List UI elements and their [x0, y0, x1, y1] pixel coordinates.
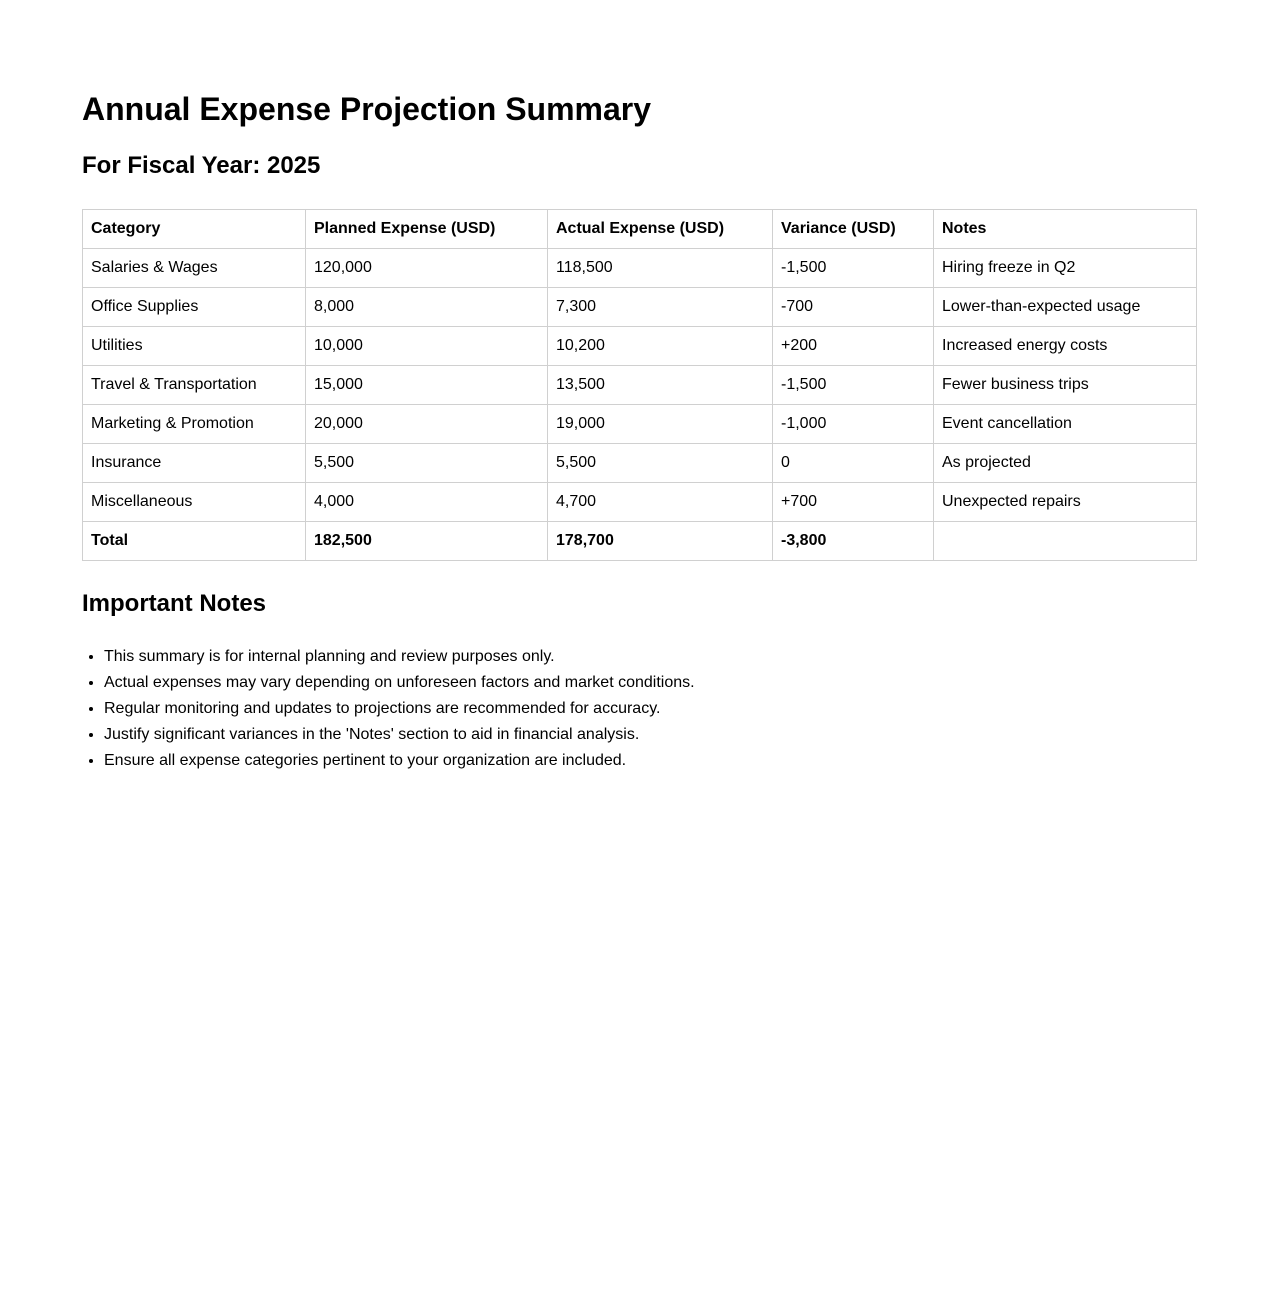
cell-actual: 5,500 — [548, 444, 773, 483]
cell-category: Utilities — [83, 327, 306, 366]
table-row — [83, 405, 1197, 444]
cell-planned: 15,000 — [306, 366, 548, 405]
cell-notes: Fewer business trips — [934, 366, 1197, 405]
cell-actual: 19,000 — [548, 405, 773, 444]
cell-planned: 8,000 — [306, 288, 548, 327]
cell-variance: -1,000 — [773, 405, 934, 444]
cell-actual: 10,200 — [548, 327, 773, 366]
list-item: • Ensure all expense categories pertinent to your organization are included. — [104, 748, 1196, 774]
expense-table — [82, 209, 1197, 561]
cell-actual: 4,700 — [548, 483, 773, 522]
cell-category: Miscellaneous — [83, 483, 306, 522]
cell-planned: 120,000 — [306, 249, 548, 288]
cell-notes: Unexpected repairs — [934, 483, 1197, 522]
important-notes-list — [82, 644, 1196, 774]
cell-notes: Hiring freeze in Q2 — [934, 249, 1197, 288]
cell-category: Insurance — [83, 444, 306, 483]
total-notes — [934, 522, 1197, 561]
table-row — [83, 327, 1197, 366]
table-total-row — [83, 522, 1197, 561]
table-row — [83, 249, 1197, 288]
header-category: Category — [83, 210, 306, 249]
cell-variance: -700 — [773, 288, 934, 327]
list-item: • Actual expenses may vary depending on unforeseen factors and market conditions. — [104, 670, 1196, 696]
cell-actual: 118,500 — [548, 249, 773, 288]
cell-planned: 10,000 — [306, 327, 548, 366]
total-planned: 182,500 — [306, 522, 548, 561]
cell-notes: Increased energy costs — [934, 327, 1197, 366]
header-actual-expense: Actual Expense (USD) — [548, 210, 773, 249]
cell-notes: As projected — [934, 444, 1197, 483]
list-item: • This summary is for internal planning and review purposes only. — [104, 644, 1196, 670]
total-label: Total — [83, 522, 306, 561]
cell-variance: 0 — [773, 444, 934, 483]
total-variance: -3,800 — [773, 522, 934, 561]
list-item: • Justify significant variances in the 'Notes' section to aid in financial analysis. — [104, 722, 1196, 748]
cell-category: Salaries & Wages — [83, 249, 306, 288]
cell-variance: -1,500 — [773, 249, 934, 288]
cell-variance: -1,500 — [773, 366, 934, 405]
cell-variance: +200 — [773, 327, 934, 366]
cell-notes: Event cancellation — [934, 405, 1197, 444]
header-planned-expense: Planned Expense (USD) — [306, 210, 548, 249]
cell-category: Marketing & Promotion — [83, 405, 306, 444]
table-row — [83, 483, 1197, 522]
cell-notes: Lower-than-expected usage — [934, 288, 1197, 327]
table-row — [83, 288, 1197, 327]
table-row — [83, 444, 1197, 483]
page-title: Annual Expense Projection Summary — [82, 91, 652, 127]
cell-actual: 13,500 — [548, 366, 773, 405]
cell-planned: 5,500 — [306, 444, 548, 483]
cell-category: Office Supplies — [83, 288, 306, 327]
table-row — [83, 366, 1197, 405]
important-notes-title: Important Notes — [82, 590, 267, 617]
total-actual: 178,700 — [548, 522, 773, 561]
cell-category: Travel & Transportation — [83, 366, 306, 405]
cell-planned: 20,000 — [306, 405, 548, 444]
table-header-row — [83, 210, 1197, 249]
cell-planned: 4,000 — [306, 483, 548, 522]
header-notes: Notes — [934, 210, 1197, 249]
fiscal-year-heading: For Fiscal Year: 2025 — [82, 152, 321, 179]
cell-variance: +700 — [773, 483, 934, 522]
list-item: • Regular monitoring and updates to projections are recommended for accuracy. — [104, 696, 1196, 722]
header-variance: Variance (USD) — [773, 210, 934, 249]
cell-actual: 7,300 — [548, 288, 773, 327]
